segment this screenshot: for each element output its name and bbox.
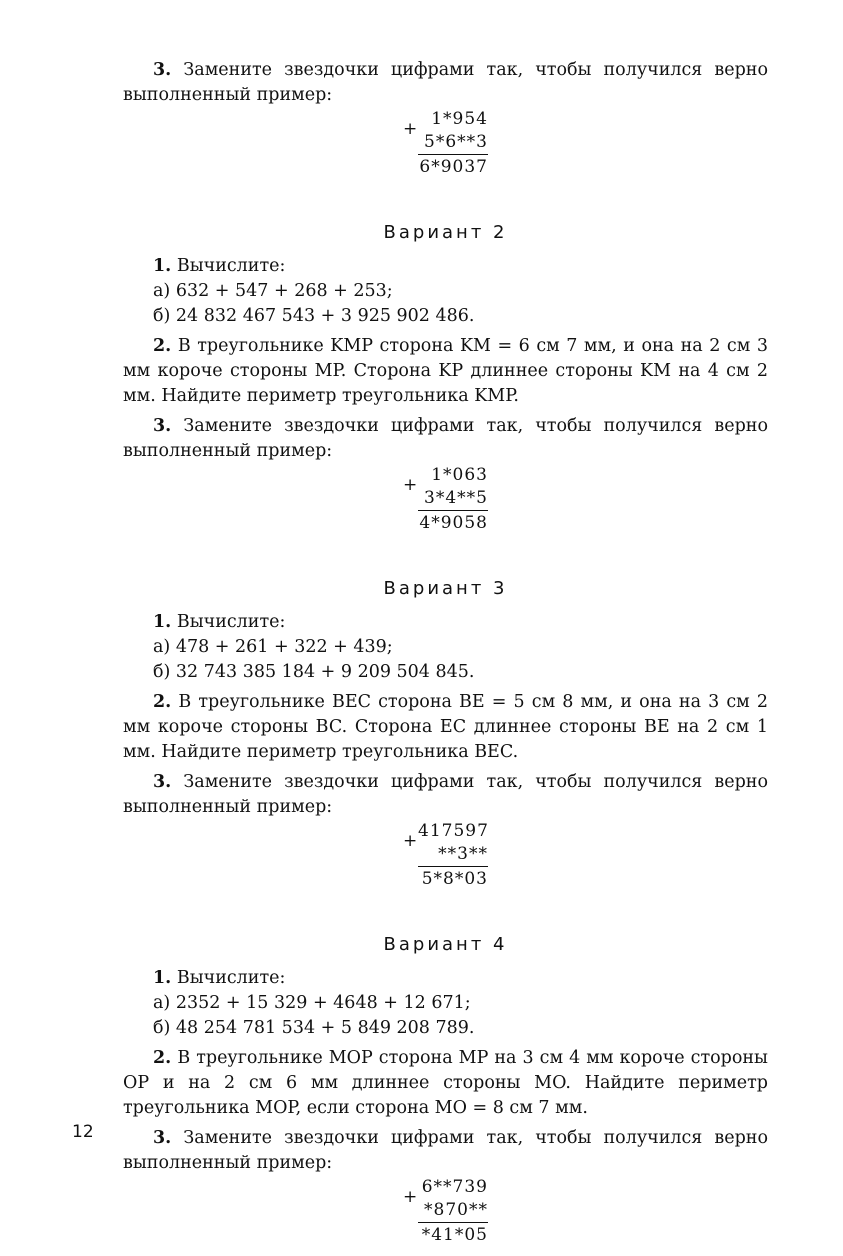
addend-2: *870** bbox=[418, 1199, 488, 1223]
task-2 bbox=[123, 690, 768, 765]
task-3 bbox=[123, 1126, 768, 1176]
task-number: 1. bbox=[153, 968, 172, 988]
task-3 bbox=[123, 414, 768, 464]
task-2 bbox=[123, 1046, 768, 1121]
task-number: 2. bbox=[153, 336, 172, 356]
page-number: 12 bbox=[72, 1122, 94, 1142]
task-number: 1. bbox=[153, 256, 172, 276]
task-1-a: а) 632 + 547 + 268 + 253; bbox=[153, 281, 393, 301]
task-number: 1. bbox=[153, 612, 172, 632]
task-1 bbox=[123, 610, 768, 635]
sum-result: 4*9058 bbox=[419, 513, 488, 533]
task-text: Замените звездочки цифрами так, чтобы получился верно выполненный пример: bbox=[123, 772, 768, 817]
task-text: В треугольнике MOP сторона MP на 3 см 4 мм короче стороны OP и на 2 см 6 мм длиннее стороны MO. Найдите периметр треугольника MOP, если сторона MO = 8 см 7 мм. bbox=[123, 1048, 768, 1118]
task-3-top bbox=[123, 58, 768, 108]
variant-3-heading: Вариант 3 bbox=[383, 578, 508, 599]
task-number: 2. bbox=[153, 1048, 172, 1068]
task-text: Замените звездочки цифрами так, чтобы получился верно выполненный пример: bbox=[123, 60, 768, 105]
addend-2: 5*6**3 bbox=[418, 131, 488, 155]
task-text: Вычислите: bbox=[176, 968, 286, 988]
addition-example bbox=[123, 464, 768, 544]
task-number: 3. bbox=[153, 772, 172, 792]
task-text: В треугольнике KMP сторона KM = 6 см 7 мм, и она на 2 см 3 мм короче стороны MP. Сторона KP длиннее стороны KM на 4 см 2 мм. Найдите периметр треугольника KMP. bbox=[123, 336, 768, 406]
task-1 bbox=[123, 254, 768, 279]
task-text: В треугольнике BEC сторона BE = 5 см 8 мм, и она на 3 см 2 мм короче стороны BC. Сторона EC длиннее стороны BE на 2 см 1 мм. Найдите периметр треугольника BEC. bbox=[123, 692, 768, 762]
addend-2: 3*4**5 bbox=[418, 487, 488, 511]
plus-sign: + bbox=[403, 831, 418, 851]
plus-sign: + bbox=[403, 119, 418, 139]
sum-result: *41*05 bbox=[421, 1225, 488, 1245]
task-1 bbox=[123, 966, 768, 991]
addend-1: 417597 bbox=[418, 821, 489, 841]
task-text: Вычислите: bbox=[176, 612, 286, 632]
variant-4-heading: Вариант 4 bbox=[383, 934, 508, 955]
task-3 bbox=[123, 770, 768, 820]
sum-result: 5*8*03 bbox=[421, 869, 488, 889]
plus-sign: + bbox=[403, 475, 418, 495]
addend-1: 1*063 bbox=[431, 465, 488, 485]
sum-result: 6*9037 bbox=[419, 157, 488, 177]
addition-example bbox=[123, 1176, 768, 1256]
task-1-b: б) 48 254 781 534 + 5 849 208 789. bbox=[153, 1018, 475, 1038]
task-text: Замените звездочки цифрами так, чтобы получился верно выполненный пример: bbox=[123, 416, 768, 461]
task-number: 3. bbox=[153, 60, 172, 80]
task-1-b: б) 24 832 467 543 + 3 925 902 486. bbox=[153, 306, 475, 326]
task-2 bbox=[123, 334, 768, 409]
task-1-a: а) 478 + 261 + 322 + 439; bbox=[153, 637, 393, 657]
addition-example bbox=[123, 108, 768, 188]
addend-2: **3** bbox=[418, 843, 488, 867]
addend-1: 1*954 bbox=[431, 109, 488, 129]
task-1-b: б) 32 743 385 184 + 9 209 504 845. bbox=[153, 662, 475, 682]
addend-1: 6**739 bbox=[421, 1177, 488, 1197]
addition-example bbox=[123, 820, 768, 900]
task-number: 2. bbox=[153, 692, 172, 712]
page-content bbox=[123, 58, 768, 1256]
variant-2-heading: Вариант 2 bbox=[383, 222, 508, 243]
task-number: 3. bbox=[153, 1128, 172, 1148]
task-1-a: а) 2352 + 15 329 + 4648 + 12 671; bbox=[153, 993, 471, 1013]
plus-sign: + bbox=[403, 1187, 418, 1207]
task-number: 3. bbox=[153, 416, 172, 436]
task-text: Вычислите: bbox=[176, 256, 286, 276]
task-text: Замените звездочки цифрами так, чтобы получился верно выполненный пример: bbox=[123, 1128, 768, 1173]
